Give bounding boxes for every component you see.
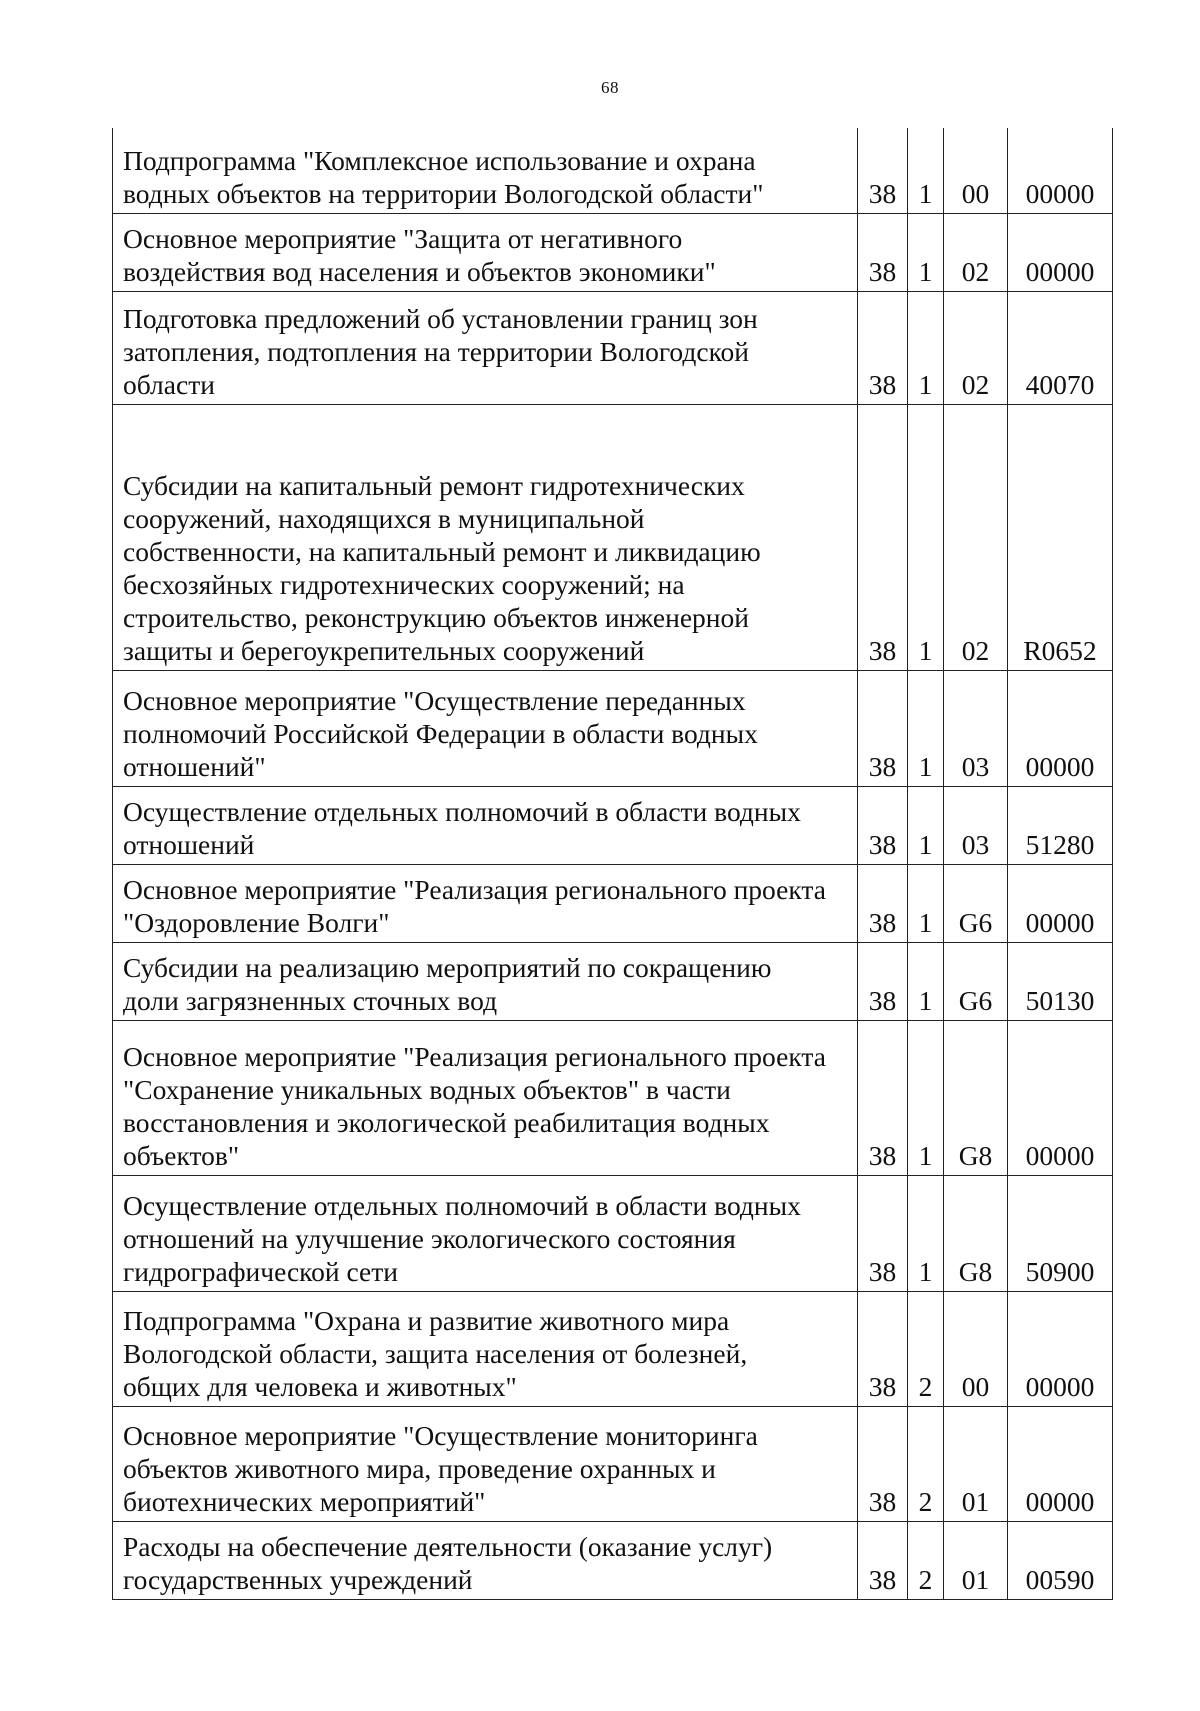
description-line: Расходы на обеспечение деятельности (оказание услуг): [123, 1530, 773, 1562]
main-measure-code: 02: [944, 291, 1008, 404]
row-description: [113, 864, 858, 942]
page-number: 68: [601, 78, 619, 97]
description-line: "Оздоровление Волги": [123, 906, 390, 938]
program-code: 38: [858, 404, 908, 670]
row-description: [113, 1521, 858, 1599]
direction-code: 00590: [1008, 1521, 1113, 1599]
description-line: восстановления и экологической реабилитация водных: [123, 1106, 770, 1138]
subprogram-code: 1: [908, 864, 944, 942]
program-code: 38: [858, 942, 908, 1020]
description-line: Субсидии на реализацию мероприятий по сокращению: [123, 951, 772, 983]
description-line: объектов": [123, 1139, 240, 1171]
program-code: 38: [858, 1406, 908, 1521]
description-line: водных объектов на территории Вологодской области": [123, 177, 764, 209]
direction-code: 50900: [1008, 1175, 1113, 1291]
program-code: 38: [858, 213, 908, 291]
table-row: [113, 1291, 1113, 1406]
table-row: [113, 786, 1113, 864]
budget-classification-table: [112, 128, 1113, 1600]
description-line: Основное мероприятие "Осуществление переданных: [123, 684, 746, 716]
direction-code: 00000: [1008, 670, 1113, 786]
program-code: 38: [858, 1175, 908, 1291]
direction-code: 00000: [1008, 128, 1113, 213]
main-measure-code: 03: [944, 786, 1008, 864]
subprogram-code: 2: [908, 1406, 944, 1521]
subprogram-code: 1: [908, 128, 944, 213]
main-measure-code: 01: [944, 1521, 1008, 1599]
subprogram-code: 1: [908, 1175, 944, 1291]
table-row: [113, 670, 1113, 786]
description-line: доли загрязненных сточных вод: [123, 984, 498, 1016]
description-line: отношений: [123, 828, 255, 860]
table-row: [113, 864, 1113, 942]
description-line: отношений": [123, 750, 266, 782]
direction-code: 00000: [1008, 864, 1113, 942]
program-code: 38: [858, 1291, 908, 1406]
main-measure-code: 00: [944, 1291, 1008, 1406]
description-line: "Сохранение уникальных водных объектов" в части: [123, 1073, 731, 1105]
subprogram-code: 2: [908, 1291, 944, 1406]
description-line: отношений на улучшение экологического состояния: [123, 1222, 736, 1254]
description-line: Вологодской области, защита населения от болезней,: [123, 1337, 748, 1369]
subprogram-code: 1: [908, 786, 944, 864]
row-description: [113, 942, 858, 1020]
table-row: [113, 128, 1113, 213]
subprogram-code: 1: [908, 213, 944, 291]
direction-code: 00000: [1008, 1406, 1113, 1521]
main-measure-code: 02: [944, 404, 1008, 670]
direction-code: R0652: [1008, 404, 1113, 670]
table-row: [113, 1406, 1113, 1521]
table-row: [113, 291, 1113, 404]
program-code: 38: [858, 670, 908, 786]
table-row: [113, 942, 1113, 1020]
description-line: области: [123, 368, 215, 400]
program-code: 38: [858, 128, 908, 213]
description-line: Основное мероприятие "Осуществление мониторинга: [123, 1419, 758, 1451]
program-code: 38: [858, 1521, 908, 1599]
description-line: биотехнических мероприятий": [123, 1485, 486, 1517]
main-measure-code: G8: [944, 1175, 1008, 1291]
main-measure-code: G6: [944, 942, 1008, 1020]
table-row: [113, 213, 1113, 291]
description-line: общих для человека и животных": [123, 1370, 517, 1402]
row-description: [113, 1291, 858, 1406]
description-line: строительство, реконструкцию объектов инженерной: [123, 601, 749, 633]
table-row: [113, 1521, 1113, 1599]
main-measure-code: G8: [944, 1020, 1008, 1175]
description-line: воздействия вод населения и объектов экономики": [123, 255, 716, 287]
direction-code: 00000: [1008, 1291, 1113, 1406]
row-description: [113, 128, 858, 213]
subprogram-code: 1: [908, 670, 944, 786]
direction-code: 51280: [1008, 786, 1113, 864]
subprogram-code: 1: [908, 1020, 944, 1175]
main-measure-code: 01: [944, 1406, 1008, 1521]
table-row: [113, 1175, 1113, 1291]
description-line: Основное мероприятие "Реализация регионального проекта: [123, 1040, 826, 1072]
main-measure-code: 00: [944, 128, 1008, 213]
description-line: собственности, на капитальный ремонт и ликвидацию: [123, 535, 761, 567]
description-line: бесхозяйных гидротехнических сооружений; на: [123, 568, 685, 600]
direction-code: 50130: [1008, 942, 1113, 1020]
description-line: гидрографической сети: [123, 1255, 398, 1287]
main-measure-code: 03: [944, 670, 1008, 786]
direction-code: 40070: [1008, 291, 1113, 404]
subprogram-code: 1: [908, 291, 944, 404]
subprogram-code: 1: [908, 942, 944, 1020]
description-line: Осуществление отдельных полномочий в области водных: [123, 1189, 801, 1221]
description-line: сооружений, находящихся в муниципальной: [123, 502, 645, 534]
direction-code: 00000: [1008, 213, 1113, 291]
description-line: Подпрограмма "Охрана и развитие животного мира: [123, 1304, 730, 1336]
description-line: Подпрограмма "Комплексное использование и охрана: [123, 144, 756, 176]
program-code: 38: [858, 1020, 908, 1175]
row-description: [113, 1406, 858, 1521]
description-line: государственных учреждений: [123, 1563, 473, 1595]
description-line: Осуществление отдельных полномочий в области водных: [123, 795, 801, 827]
subprogram-code: 1: [908, 404, 944, 670]
row-description: [113, 670, 858, 786]
description-line: защиты и берегоукрепительных сооружений: [123, 634, 645, 666]
row-description: [113, 291, 858, 404]
row-description: [113, 404, 858, 670]
program-code: 38: [858, 291, 908, 404]
program-code: 38: [858, 864, 908, 942]
table-row: [113, 1020, 1113, 1175]
row-description: [113, 786, 858, 864]
subprogram-code: 2: [908, 1521, 944, 1599]
row-description: [113, 1020, 858, 1175]
description-line: затопления, подтопления на территории Вологодской: [123, 335, 750, 367]
direction-code: 00000: [1008, 1020, 1113, 1175]
description-line: Основное мероприятие "Реализация регионального проекта: [123, 873, 826, 905]
main-measure-code: G6: [944, 864, 1008, 942]
main-measure-code: 02: [944, 213, 1008, 291]
table-row: [113, 404, 1113, 670]
description-line: Субсидии на капитальный ремонт гидротехнических: [123, 469, 745, 501]
description-line: полномочий Российской Федерации в области водных: [123, 717, 758, 749]
description-line: объектов животного мира, проведение охранных и: [123, 1452, 716, 1484]
description-line: Подготовка предложений об установлении границ зон: [123, 302, 758, 334]
row-description: [113, 213, 858, 291]
program-code: 38: [858, 786, 908, 864]
row-description: [113, 1175, 858, 1291]
description-line: Основное мероприятие "Защита от негативного: [123, 222, 683, 254]
